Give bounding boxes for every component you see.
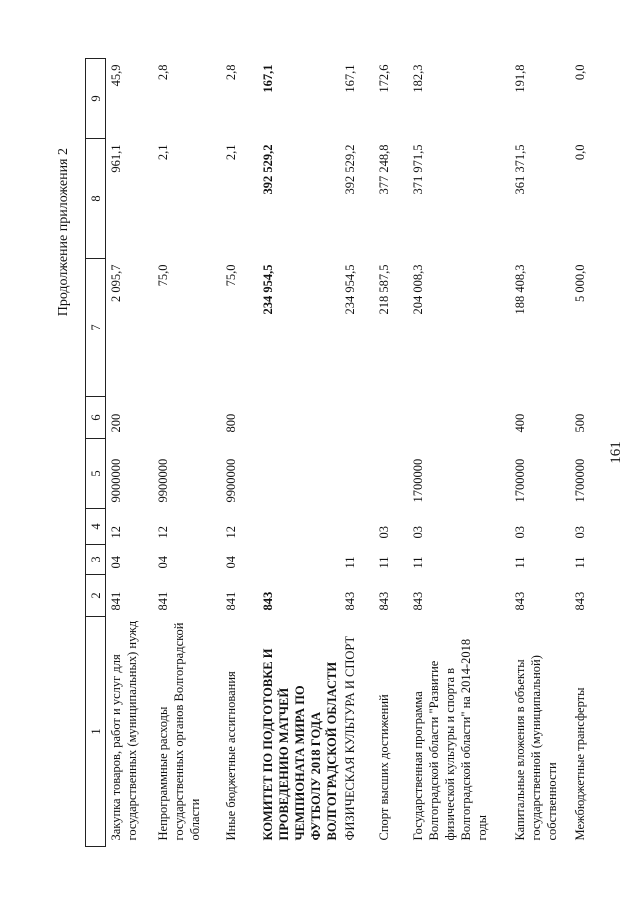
cell-code: 843 xyxy=(261,591,275,611)
table-row xyxy=(153,59,221,847)
cell-subsection: 12 xyxy=(109,526,123,539)
cell-col9: 0,0 xyxy=(573,64,587,81)
cell-subsection xyxy=(340,509,374,545)
table-row xyxy=(408,59,510,847)
cell-type xyxy=(153,397,221,439)
cell-type: 500 xyxy=(573,413,587,433)
cell-name: Иные бюджетные ассигнования xyxy=(224,671,238,841)
cell-col8: 2,1 xyxy=(156,144,170,161)
cell-type xyxy=(340,397,374,439)
cell-code: 843 xyxy=(343,591,357,611)
cell-section: 11 xyxy=(573,556,587,569)
cell-target xyxy=(374,439,408,509)
header-row xyxy=(86,59,106,847)
cell-col7: 2 095,7 xyxy=(109,264,123,302)
table-row xyxy=(106,59,154,847)
cell-col9: 172,6 xyxy=(377,64,391,93)
cell-code: 843 xyxy=(411,591,425,611)
header-col-1: 1 xyxy=(86,617,106,847)
table-row xyxy=(374,59,408,847)
header-col-8: 8 xyxy=(86,139,106,259)
cell-col9: 167,1 xyxy=(343,64,357,93)
cell-col7: 5 000,0 xyxy=(573,264,587,302)
header-col-6: 6 xyxy=(86,397,106,439)
cell-target: 1700000 xyxy=(513,458,527,503)
cell-section: 04 xyxy=(109,556,123,569)
cell-code: 841 xyxy=(109,591,123,611)
cell-code: 843 xyxy=(573,591,587,611)
cell-name: ФИЗИЧЕСКАЯ КУЛЬТУРА И СПОРТ xyxy=(343,635,357,841)
table-row xyxy=(510,59,570,847)
cell-name: КОМИТЕТ ПО ПОДГОТОВКЕ И ПРОВЕДЕНИЮ МАТЧЕЙ ЧЕМПИОНАТА МИРА ПО ФУТБОЛУ 2018 ГОДА ВОЛГОГРАДСКОЙ ОБЛАСТИ xyxy=(261,648,339,841)
cell-type xyxy=(408,397,510,439)
cell-col7: 75,0 xyxy=(156,264,170,287)
cell-col7: 218 587,5 xyxy=(377,264,391,315)
cell-col7: 204 008,3 xyxy=(411,264,425,315)
cell-target: 1700000 xyxy=(573,458,587,503)
cell-col8: 371 971,5 xyxy=(411,144,425,195)
cell-col7: 234 954,5 xyxy=(343,264,357,315)
cell-section: 04 xyxy=(224,556,238,569)
header-col-4: 4 xyxy=(86,509,106,545)
table-row xyxy=(570,59,602,847)
cell-col9: 2,8 xyxy=(224,64,238,81)
cell-section: 04 xyxy=(156,556,170,569)
cell-col7: 75,0 xyxy=(224,264,238,287)
cell-col9: 182,3 xyxy=(411,64,425,93)
cell-col7: 234 954,5 xyxy=(261,264,275,315)
cell-name: Закупка товаров, работ и услуг для государственных (муниципальных) нужд xyxy=(109,620,139,841)
cell-target: 9000000 xyxy=(109,458,123,503)
cell-subsection: 03 xyxy=(377,526,391,539)
cell-type: 200 xyxy=(109,413,123,433)
cell-subsection: 03 xyxy=(411,526,425,539)
header-col-9: 9 xyxy=(86,59,106,139)
header-col-3: 3 xyxy=(86,545,106,575)
cell-code: 841 xyxy=(156,591,170,611)
cell-section xyxy=(258,545,340,575)
cell-name: Капитальные вложения в объекты государственной (муниципальной) собственности xyxy=(513,655,559,841)
cell-section: 11 xyxy=(377,556,391,569)
cell-col9: 45,9 xyxy=(109,64,123,87)
cell-code: 843 xyxy=(513,591,527,611)
cell-subsection: 12 xyxy=(156,526,170,539)
cell-type xyxy=(374,397,408,439)
continuation-label: Продолжение приложения 2 xyxy=(56,148,71,317)
budget-table xyxy=(85,58,602,847)
cell-target: 9900000 xyxy=(224,458,238,503)
cell-col8: 2,1 xyxy=(224,144,238,161)
cell-col8: 0,0 xyxy=(573,144,587,161)
header-col-2: 2 xyxy=(86,575,106,617)
cell-col8: 377 248,8 xyxy=(377,144,391,195)
page-number: 161 xyxy=(608,441,624,464)
cell-col9: 191,8 xyxy=(513,64,527,93)
cell-col7: 188 408,3 xyxy=(513,264,527,315)
cell-code: 843 xyxy=(377,591,391,611)
cell-name: Непрограммные расходы государственных органов Волгоградской области xyxy=(156,622,202,841)
cell-type: 800 xyxy=(224,413,238,433)
cell-name: Спорт высших достижений xyxy=(377,694,391,841)
cell-type xyxy=(258,397,340,439)
cell-col8: 361 371,5 xyxy=(513,144,527,195)
cell-subsection xyxy=(258,509,340,545)
cell-target xyxy=(340,439,374,509)
table-row xyxy=(221,59,258,847)
cell-section: 11 xyxy=(513,556,527,569)
header-col-7: 7 xyxy=(86,259,106,397)
cell-target: 9900000 xyxy=(156,458,170,503)
cell-col8: 392 529,2 xyxy=(261,144,275,195)
cell-subsection: 12 xyxy=(224,526,238,539)
cell-section: 11 xyxy=(343,556,357,569)
cell-target: 1700000 xyxy=(411,458,425,503)
cell-subsection: 03 xyxy=(513,526,527,539)
cell-section: 11 xyxy=(411,556,425,569)
cell-name: Межбюджетные трансферты xyxy=(573,687,587,841)
cell-col9: 167,1 xyxy=(261,64,275,93)
cell-col9: 2,8 xyxy=(156,64,170,81)
cell-name: Государственная программа Волгоградской области "Развитие физической культуры и спорта в Волгоградской области" на 2014-2018 годы xyxy=(411,638,489,841)
header-col-5: 5 xyxy=(86,439,106,509)
cell-col8: 961,1 xyxy=(109,144,123,173)
cell-col8: 392 529,2 xyxy=(343,144,357,195)
cell-code: 841 xyxy=(224,591,238,611)
cell-type: 400 xyxy=(513,413,527,433)
table-row xyxy=(258,59,340,847)
cell-target xyxy=(258,439,340,509)
cell-subsection: 03 xyxy=(573,526,587,539)
table-row xyxy=(340,59,374,847)
